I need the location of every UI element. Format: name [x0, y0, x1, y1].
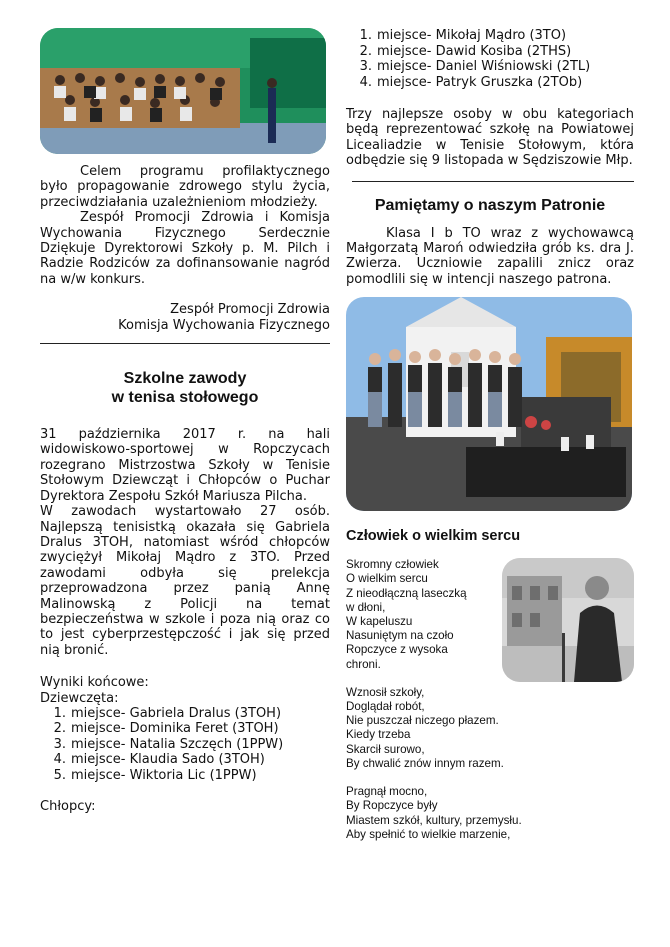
list-item: 4. miejsce- Klaudia Sado (3TOH)	[53, 752, 265, 768]
left-column	[40, 28, 330, 815]
results-label: Wyniki końcowe:	[40, 675, 149, 691]
list-item: 2. miejsce- Dominika Feret (3TOH)	[53, 721, 279, 737]
poem-stanza-3: Pragnął mocno, By Ropczyce były Miastem szkół, kultury, przemysłu. Aby spełnić to wielkie marzenie,	[346, 785, 522, 841]
table-tennis-title-line-1: Szkolne zawody	[123, 370, 247, 388]
cemetery-group-image	[346, 297, 632, 511]
boys-label: Chłopcy:	[40, 799, 96, 815]
patron-portrait-photo	[502, 558, 634, 682]
list-item: 4. miejsce- Patryk Gruszka (2TOb)	[359, 74, 583, 90]
poem-stanza-2: Wznosił szkoły, Doglądał robót, Nie puszczał niczego płazem. Kiedy trzeba Skarcił surowo, By chwalić znów innym razem.	[346, 685, 504, 770]
table-tennis-paragraph-2: W zawodach wystartowało 27 osób. Najlepszą tenisistką okazała się Gabriela Dralus 3TOH, natomiast wśród chłopców zwyciężył Mikołaj Mądro z 3TO. Przed zawodami odbyła się prelekcja przeprowadzona przez panią Annę Malinowską z Policji na temat bezpieczeństwa w szkole i poza nią oraz co to jest cyberprzestępczość i jak się przed nią bronić.	[40, 504, 330, 658]
patron-paragraph: Klasa I b TO wraz z wychowawcą Małgorzatą Maroń odwiedziła grób ks. dra J. Zwierza. Uczniowie zapalili znicz oraz pomodlili się w intencji naszego patrona.	[346, 225, 634, 287]
table-tennis-paragraph-1: 31 października 2017 r. na hali widowiskowo-sportowej w Ropczycach rozegrano Mistrzostwa Szkoły w Tenisie Stołowym Dziewcząt i Chłopców o Puchar Dyrektora Zespołu Szkół Mariusza Pilcha.	[40, 427, 330, 504]
patron-section-title: Pamiętamy o naszym Patronie	[374, 196, 606, 214]
list-item: 1. miejsce- Mikołaj Mądro (3TO)	[359, 28, 567, 43]
poem-title: Człowiek o wielkim sercu	[346, 528, 521, 545]
list-item: 3. miejsce- Daniel Wiśniowski (2TL)	[359, 59, 591, 74]
boys-results-list	[346, 28, 634, 90]
list-item: 2. miejsce- Dawid Kosiba (2THS)	[359, 43, 572, 59]
table-tennis-title-line-2: w tenisa stołowego	[111, 389, 259, 407]
sports-hall-image	[40, 28, 326, 154]
poem-stanza-1: Skromny człowiek O wielkim sercu Z nieodłączną laseczką w dłoni, W kapeluszu Nasuniętym na czoło Ropczyce z wysoka chroni.	[346, 558, 467, 671]
cemetery-group-photo	[346, 297, 632, 511]
girls-label: Dziewczęta:	[40, 690, 119, 706]
signature-line-1: Zespół Promocji Zdrowia	[170, 302, 330, 318]
county-competition-paragraph: Trzy najlepsze osoby w obu kategoriach będą reprezentować szkołę na Powiatowej Licealiadzie w Tenisie Stołowym, która odbędzie się 9 listopada w Sędziszowie Młp.	[346, 107, 634, 169]
poem-block	[346, 558, 634, 842]
patron-portrait-image	[502, 558, 634, 682]
girls-results-list	[40, 706, 330, 784]
intro-paragraph-1: Celem programu profilaktycznego było propagowanie zdrowego stylu życia, przeciwdziałania uzależnieniom młodzieży.	[40, 164, 330, 210]
list-item: 3. miejsce- Natalia Szczęch (1PPW)	[53, 736, 284, 752]
right-column	[346, 28, 634, 842]
signature-line-2: Komisja Wychowania Fizycznego	[118, 317, 330, 333]
sports-hall-photo	[40, 28, 326, 154]
list-item: 1. miejsce- Gabriela Dralus (3TOH)	[53, 705, 282, 721]
intro-paragraph-2: Zespół Promocji Zdrowia i Komisja Wychowania Fizycznego Serdecznie Dziękuje Dyrektorowi Szkoły p. M. Pilch i Radzie Rodziców za dofinansowanie nagród na w/w konkurs.	[40, 210, 330, 287]
list-item: 5. miejsce- Wiktoria Lic (1PPW)	[53, 767, 257, 783]
